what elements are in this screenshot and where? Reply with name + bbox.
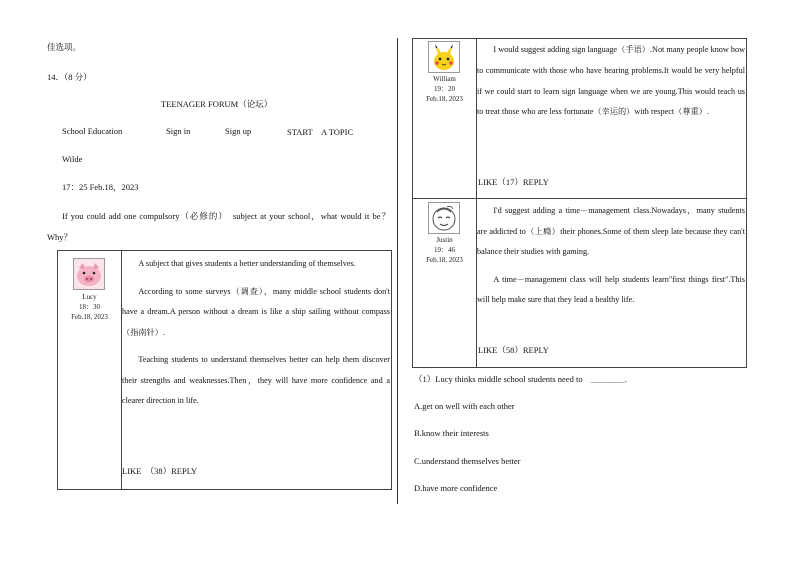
reply-name: William <box>433 75 456 83</box>
reply-name: Lucy <box>82 293 97 301</box>
reply-card-justin <box>412 198 747 368</box>
header-left: 佳选项。 <box>47 43 82 53</box>
cartoon-face-avatar-icon <box>428 202 460 234</box>
reply-paragraph: A time－management class will help students learn"first things first".This will help make sure that they lead a healthy life. <box>477 274 745 304</box>
option-d[interactable]: D.have more confidence <box>414 483 498 493</box>
reply-date: Feb.18, 2023 <box>426 95 463 103</box>
pikachu-avatar-icon <box>428 41 460 73</box>
nav-start-topic[interactable]: START A TOPIC <box>287 127 354 137</box>
post-time: 17：25 Feb.18，2023 <box>62 182 139 192</box>
answer-blank[interactable]: ＿＿＿＿. <box>590 374 627 384</box>
pig-avatar-icon <box>73 258 105 290</box>
nav-sign-up[interactable]: Sign up <box>225 126 252 136</box>
nav-sign-in[interactable]: Sign in <box>166 126 191 136</box>
question-number: 14．（8 分） <box>47 72 92 82</box>
like-reply-button[interactable]: LIKE （38）REPLY <box>122 466 198 476</box>
reply-name: Justin <box>436 236 453 244</box>
question-1-stem <box>414 373 627 385</box>
column-divider <box>397 38 398 504</box>
reply-body <box>122 254 390 412</box>
option-a[interactable]: A.get on well with each other <box>414 401 515 411</box>
question-1-text: （1）Lucy thinks middle school students need to <box>414 374 583 384</box>
reply-card-lucy <box>57 250 392 490</box>
reply-paragraph: Teaching students to understand themselves better can help them discover their strengths and weaknesses.Then，they will have more confidence and a clearer direction in life. <box>122 355 390 405</box>
reply-date: Feb.18, 2023 <box>426 256 463 264</box>
reply-paragraph: According to some surveys（调查），many middle school students don't have a dream.A person without a dream is like a ship sailing without compass（指南针）. <box>122 286 390 337</box>
reply-date: Feb.18, 2023 <box>71 313 108 321</box>
option-c[interactable]: C.understand themselves better <box>414 456 521 466</box>
post-author: Wilde <box>62 154 83 164</box>
reply-paragraph: I'd suggest adding a time－management class.Nowadays，many students are addicted to（上瘾）their phones.Some of them sleep late because they can't balance their studies with gaming. <box>477 206 745 256</box>
reply-body <box>477 201 745 311</box>
like-reply-button[interactable]: LIKE（17）REPLY <box>478 177 549 187</box>
like-reply-button[interactable]: LIKE（58）REPLY <box>478 345 549 355</box>
reply-body <box>477 40 745 123</box>
forum-title: TEENAGER FORUM（论坛） <box>161 99 273 109</box>
reply-time: 19：20 <box>434 85 455 93</box>
option-b[interactable]: B.know their interests <box>414 428 489 438</box>
post-prompt: If you could add one compulsory（必修的） subject at your school，what would it be？Why？ <box>47 211 390 242</box>
reply-time: 18：30 <box>79 303 100 311</box>
reply-paragraph: I would suggest adding sign language（手语）.Not many people know how to communicate with those who have hearing problems.It would be very helpful if we could start to learn sign language when we are young.This would teach us to treat those who are less fortunate（幸运的）with respect（尊重）. <box>477 45 745 117</box>
reply-paragraph: A subject that gives students a better understanding of themselves. <box>138 259 356 268</box>
reply-time: 19：46 <box>434 246 455 254</box>
nav-school-education[interactable]: School Education <box>62 126 123 136</box>
reply-card-william <box>412 38 747 199</box>
